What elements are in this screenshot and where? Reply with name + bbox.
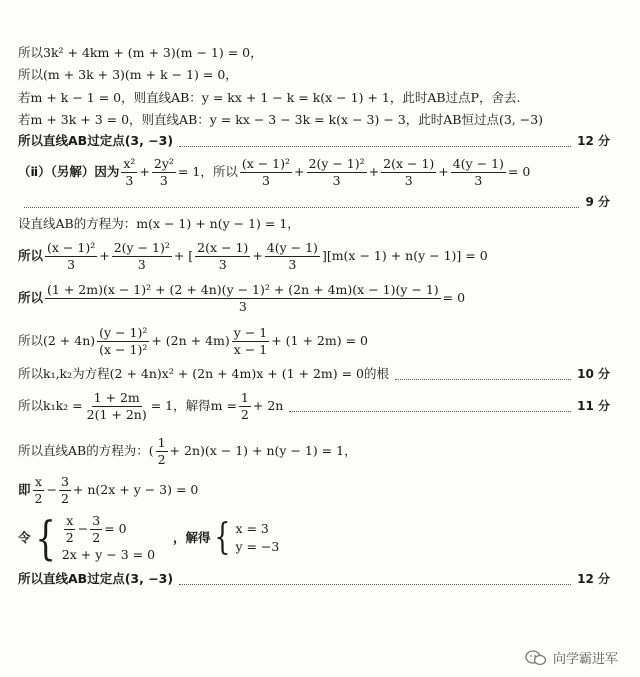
fraction: $\frac{\text{2y²}}{3}$ (153, 155, 174, 188)
left-brace-icon: { (213, 517, 231, 558)
alt-solution-line: （ⅱ）（另解）因为 $\frac{\text{x²}}{3}$ + $\frac{\text{2y²}}{3}$ = 1，所以 $\frac{\text{(x − 1)²}}{3}$ + $\frac{\text{2(y − 1)²}}{3}$ + $\frac{2(x - 1)}{3}$ + $\frac{4(y - 1)}{3}$ = 0 (18, 155, 531, 188)
fraction: $\frac{\text{2(y − 1)²}}{3}$ (113, 239, 170, 272)
dotted-leader (395, 369, 571, 380)
roots-line (18, 365, 610, 383)
solution-y: y = −3 (235, 539, 280, 554)
expansion-line: 所以 $\frac{\text{(x − 1)²}}{3}$ + $\frac{\text{2(y − 1)²}}{3}$ + [ $\frac{2(x - 1)}{3}$ + $\frac{4(y - 1)}{3}$ ][m(x − 1) + n(y − 1)] = 0 (18, 239, 488, 272)
score-label: 12 分 (577, 572, 610, 586)
score-label: 10 分 (577, 367, 610, 381)
divided-equation-line: 所以(2 + 4n) $\frac{\text{(y − 1)²}}{\text{(x − 1)²}}$ + (2n + 4m) $\frac{y - 1}{x - 1}$ + (1 + 2m) = 0 (18, 324, 368, 357)
solution-x: x = 3 (235, 521, 269, 536)
fraction: $\frac{1}{2}$ (240, 389, 249, 422)
conclusion-line-2 (18, 570, 610, 588)
fraction: $\frac{2(x - 1)}{3}$ (383, 155, 435, 188)
simplified-line: 即 $\frac{x}{2}$ − $\frac{3}{2}$ + n(2x + y − 3) = 0 (18, 473, 199, 506)
fraction: $\frac{1 + 2m}{2(1 + 2n)}$ (86, 389, 147, 422)
fraction: $\frac{\text{(x − 1)²}}{3}$ (241, 155, 291, 188)
system-row-1: $\frac{x}{2}$ − $\frac{3}{2}$ = 0 (65, 512, 127, 545)
equation-line-2 (18, 66, 610, 84)
equation-text: 所以3k² + 4km + (m + 3)(m − 1) = 0， (18, 45, 263, 60)
dotted-leader (24, 197, 579, 208)
watermark-text: 向学霸进军 (552, 652, 618, 667)
equation-text: 所以(m + 3k + 3)(m + k − 1) = 0， (18, 67, 238, 82)
equation-line-1 (18, 44, 610, 62)
dotted-leader (179, 574, 571, 585)
conclusion-line-1 (18, 132, 610, 150)
alt-solution-label: （ⅱ）（另解）因为 (18, 164, 120, 179)
fraction: $\frac{y - 1}{x - 1}$ (233, 324, 268, 357)
equation-text: 设直线AB的方程为：m(x − 1) + n(y − 1) = 1， (18, 216, 300, 231)
conclusion-text: 所以直线AB过定点(3, −3) (18, 133, 174, 148)
equation-text: 若m + k − 1 = 0，则直线AB：y = kx + 1 − k = k(x − 1) + 1，此时AB过点P，舍去. (18, 90, 521, 105)
combined-fraction-line: 所以 (1 + 2m)(x − 1)² + (2 + 4n)(y − 1)² + (2n + 4m)(x − 1)(y − 1) 3 = 0 (18, 281, 466, 314)
fraction: $\frac{2(x - 1)}{3}$ (197, 239, 249, 272)
fraction: $\frac{4(y - 1)}{3}$ (452, 155, 504, 188)
fraction: $\frac{1}{2}$ (157, 434, 166, 467)
score-label: 12 分 (577, 134, 610, 148)
wechat-official-account-icon (525, 649, 547, 667)
left-brace-icon: { (34, 511, 56, 565)
fraction: $\frac{4(y - 1)}{3}$ (266, 239, 318, 272)
equation-text: 所以k₁,k₂为方程(2 + 4n)x² + (2n + 4m)x + (1 + 2m) = 0的根 (18, 366, 390, 381)
line-ab-equation: 所以直线AB的方程为：( $\frac{1}{2}$ + 2n)(x − 1) + n(y − 1) = 1， (18, 434, 357, 467)
system-row-2: 2x + y − 3 = 0 (61, 546, 156, 562)
watermark (525, 648, 618, 667)
fraction: $\frac{3}{2}$ (60, 473, 69, 506)
equation-text: 若m + 3k + 3 = 0，则直线AB：y = kx − 3 − 3k = k(x − 3) − 3，此时AB恒过点(3, −3) (18, 112, 544, 127)
score-label: 9 分 (585, 195, 610, 209)
score-line-9 (18, 193, 610, 211)
fraction: $\frac{\text{x²}}{3}$ (123, 155, 136, 188)
fraction: $\frac{\text{2(y − 1)²}}{3}$ (308, 155, 365, 188)
fraction: $\frac{x}{2}$ (34, 473, 43, 506)
fraction: (1 + 2m)(x − 1)² + (2 + 4n)(y − 1)² + (2n + 4m)(x − 1)(y − 1) 3 (47, 281, 439, 314)
fraction: $\frac{\text{(x − 1)²}}{3}$ (47, 239, 96, 272)
case-line-1 (18, 89, 610, 107)
case-line-2 (18, 111, 610, 129)
conclusion-text: 所以直线AB过定点(3, −3) (18, 571, 174, 586)
equation-system (31, 513, 156, 564)
dotted-leader (179, 136, 571, 147)
product-line: 所以k₁k₂ = $\frac{1 + 2m}{2(1 + 2n)}$ = 1，解得m = $\frac{1}{2}$ + 2n 11 分 (18, 389, 610, 422)
solution-system (211, 517, 280, 558)
line-equation-setup (18, 215, 610, 233)
system-line: 令 { $\frac{x}{2}$ − $\frac{3}{2}$ = 0 2x + y − 3 = 0 ，解得 { x = 3 y = −3 (18, 511, 280, 565)
dotted-leader (289, 401, 571, 412)
fraction: $\frac{\text{(y − 1)²}}{\text{(x − 1)²}}$ (99, 324, 148, 357)
score-label: 11 分 (577, 399, 610, 413)
